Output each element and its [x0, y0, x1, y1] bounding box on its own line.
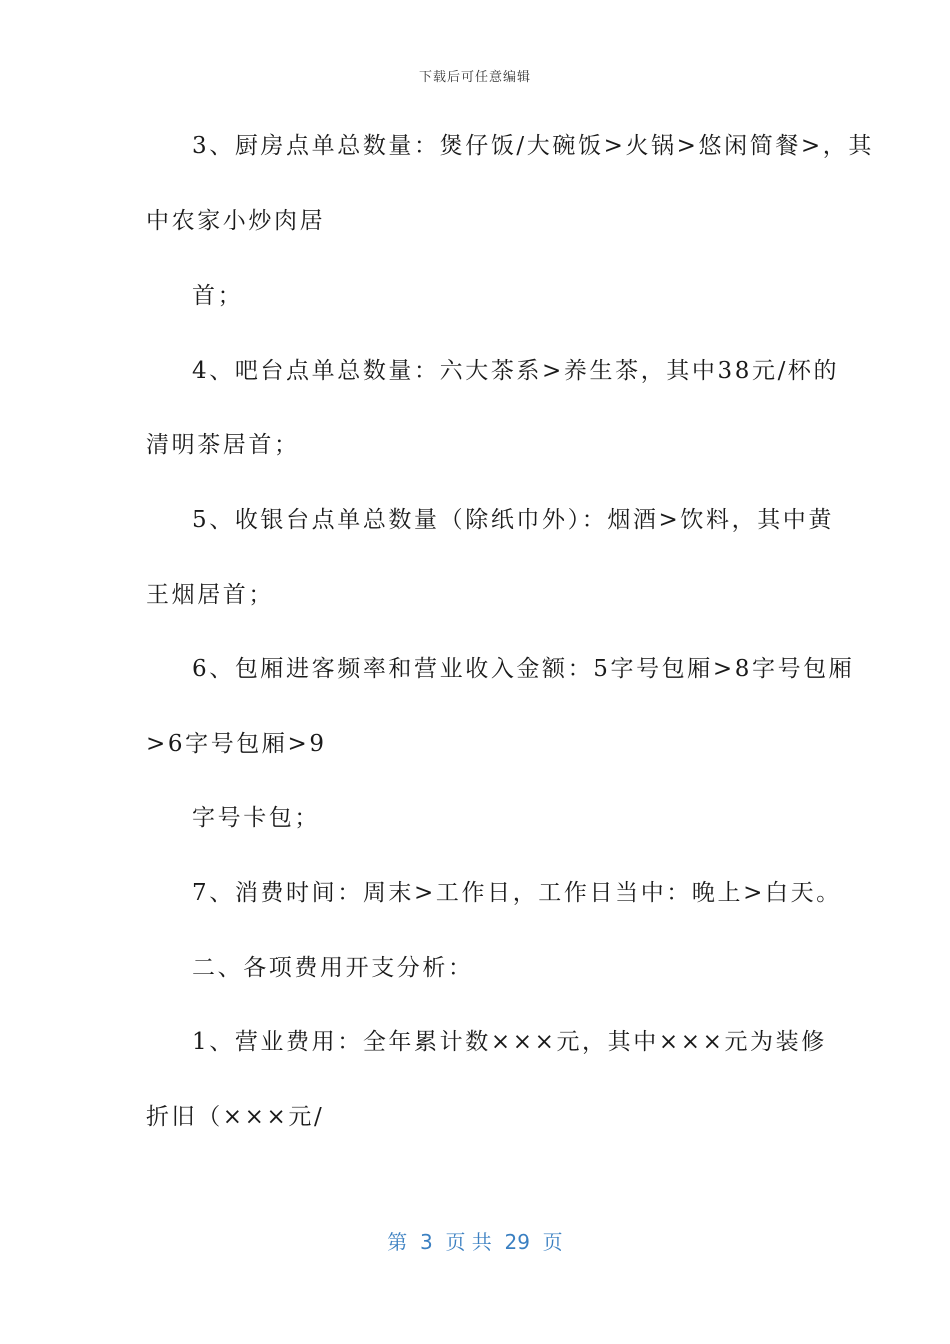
page-header: 下载后可任意编辑	[418, 70, 531, 85]
body-line-13: 1、营业费用：全年累计数×××元，其中×××元为装修	[192, 1029, 827, 1055]
body-line-7: 王烟居首；	[146, 582, 274, 608]
body-line-5: 清明茶居首；	[146, 432, 300, 458]
body-line-9: >6字号包厢>9	[146, 731, 327, 757]
body-line-1: 3、厨房点单总数量：煲仔饭/大碗饭>火锅>悠闲简餐>，其	[192, 133, 874, 159]
body-line-12: 二、各项费用开支分析：	[192, 955, 474, 981]
body-line-14: 折旧（×××元/	[146, 1104, 325, 1130]
body-line-6: 5、收银台点单总数量（除纸巾外）：烟酒>饮料，其中黄	[192, 507, 835, 533]
body-line-10: 字号卡包；	[192, 805, 320, 831]
body-line-3: 首；	[192, 283, 244, 309]
body-line-4: 4、吧台点单总数量：六大茶系>养生茶，其中38元/杯的	[192, 358, 840, 384]
body-line-8: 6、包厢进客频率和营业收入金额：5字号包厢>8字号包厢	[192, 656, 855, 682]
page-footer: 第 3 页 共 29 页	[387, 1230, 563, 1254]
body-line-11: 7、消费时间：周末>工作日，工作日当中：晚上>白天。	[192, 880, 842, 906]
body-line-2: 中农家小炒肉居	[146, 208, 326, 234]
